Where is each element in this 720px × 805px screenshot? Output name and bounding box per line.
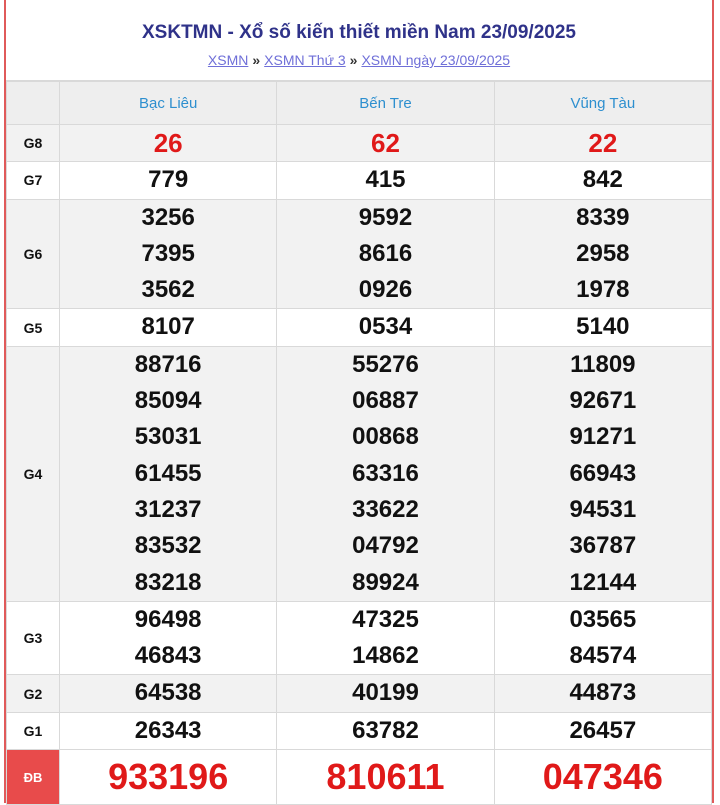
prize-number: 89924 (352, 568, 419, 596)
prize-number: 415 (365, 166, 406, 194)
prize-number: 26343 (134, 716, 202, 744)
prize-row (7, 750, 712, 805)
breadcrumb-separator: » (252, 52, 261, 68)
prize-number: 14862 (352, 642, 419, 670)
prize-cell (277, 309, 494, 346)
prize-number: 62 (371, 128, 400, 158)
prize-number: 8339 (576, 203, 630, 231)
prize-number: 36787 (569, 532, 637, 560)
prize-cell (277, 750, 494, 805)
prize-row (7, 712, 712, 749)
prize-number: 46843 (134, 642, 202, 670)
prize-cell (60, 675, 277, 712)
prize-number: 5140 (576, 313, 630, 341)
breadcrumb-link-xsmn[interactable]: XSMN (207, 52, 249, 68)
prize-cell (494, 125, 711, 162)
prize-number: 44873 (569, 679, 637, 707)
prize-number: 779 (148, 166, 189, 194)
prize-cell (277, 162, 494, 199)
province-header-row (7, 82, 712, 125)
page-title: XSKTMN - Xổ số kiến thiết miền Nam 23/09/2025 (142, 22, 576, 43)
prize-number: 03565 (569, 605, 637, 633)
prize-number: 92671 (569, 387, 637, 415)
prize-number: 33622 (352, 495, 419, 523)
prize-number: 85094 (134, 387, 202, 415)
prize-number: 12144 (569, 568, 637, 596)
prize-cell (494, 712, 711, 749)
prize-label: G1 (7, 712, 60, 749)
prize-cell (60, 125, 277, 162)
prize-number: 9592 (358, 203, 413, 231)
prize-label: G6 (7, 199, 60, 309)
prize-number: 2958 (576, 239, 630, 267)
prize-cell (60, 346, 277, 601)
prize-number: 0534 (358, 313, 413, 341)
prize-number: 11809 (570, 350, 636, 378)
prize-number: 47325 (352, 605, 419, 633)
prize-number: 26 (153, 128, 183, 158)
breadcrumb-separator: » (349, 52, 358, 68)
prize-number: 40199 (352, 679, 419, 707)
prize-number: 61455 (134, 459, 202, 487)
prize-cell (494, 601, 711, 675)
results-panel (4, 0, 714, 803)
prize-number: 66943 (569, 459, 637, 487)
prize-row (7, 601, 712, 675)
prize-row (7, 675, 712, 712)
prize-number: 53031 (134, 423, 202, 451)
prize-number: 64538 (134, 679, 202, 707)
prize-cell (494, 162, 711, 199)
prize-cell (60, 601, 277, 675)
prize-row (7, 125, 712, 162)
prize-cell (277, 346, 494, 601)
prize-cell (494, 750, 711, 805)
prize-cell (494, 675, 711, 712)
header-corner (7, 82, 60, 125)
prize-number: 933196 (108, 756, 229, 798)
province-header: Vũng Tàu (494, 82, 711, 125)
prize-number: 842 (582, 166, 623, 194)
province-header: Bến Tre (277, 82, 494, 125)
prize-number: 22 (588, 128, 618, 158)
prize-cell (277, 199, 494, 309)
prize-number: 810611 (326, 756, 445, 798)
prize-number: 83218 (134, 568, 202, 596)
prize-number: 84574 (569, 642, 637, 670)
prize-cell (494, 309, 711, 346)
prize-number: 96498 (134, 605, 202, 633)
prize-number: 88716 (134, 350, 202, 378)
breadcrumb-link-date[interactable]: XSMN ngày 23/09/2025 (361, 52, 511, 68)
prize-row (7, 309, 712, 346)
prize-number: 3256 (141, 203, 195, 231)
prize-cell (277, 601, 494, 675)
prize-number: 8616 (358, 239, 413, 267)
province-header: Bạc Liêu (60, 82, 277, 125)
prize-cell (60, 309, 277, 346)
prize-cell (494, 199, 711, 309)
prize-cell (60, 199, 277, 309)
prize-label: ĐB (7, 750, 60, 805)
prize-cell (60, 162, 277, 199)
prize-row (7, 162, 712, 199)
prize-cell (60, 750, 277, 805)
breadcrumb (6, 51, 712, 69)
prize-row (7, 346, 712, 601)
prize-row (7, 199, 712, 309)
prize-number: 3562 (141, 276, 195, 304)
prize-number: 00868 (352, 423, 419, 451)
prize-label: G8 (7, 125, 60, 162)
prize-number: 26457 (569, 716, 637, 744)
prize-cell (277, 712, 494, 749)
prize-cell (60, 712, 277, 749)
results-table (6, 81, 712, 805)
results-header (6, 0, 712, 81)
prize-number: 047346 (542, 756, 663, 798)
prize-number: 1978 (576, 276, 630, 304)
prize-label: G4 (7, 346, 60, 601)
prize-label: G2 (7, 675, 60, 712)
prize-number: 31237 (134, 495, 202, 523)
prize-number: 63316 (352, 459, 419, 487)
prize-number: 7395 (141, 239, 195, 267)
prize-number: 55276 (352, 350, 419, 378)
prize-number: 0926 (358, 276, 413, 304)
prize-label: G7 (7, 162, 60, 199)
prize-number: 83532 (134, 532, 202, 560)
breadcrumb-link-weekday[interactable]: XSMN Thứ 3 (264, 52, 346, 68)
prize-number: 06887 (352, 387, 419, 415)
prize-label: G5 (7, 309, 60, 346)
prize-cell (494, 346, 711, 601)
prize-cell (277, 125, 494, 162)
prize-number: 94531 (569, 495, 637, 523)
prize-number: 63782 (352, 716, 419, 744)
prize-label: G3 (7, 601, 60, 675)
prize-cell (277, 675, 494, 712)
prize-number: 91271 (569, 423, 637, 451)
prize-number: 04792 (352, 532, 419, 560)
prize-number: 8107 (141, 313, 195, 341)
results-body (7, 125, 712, 805)
